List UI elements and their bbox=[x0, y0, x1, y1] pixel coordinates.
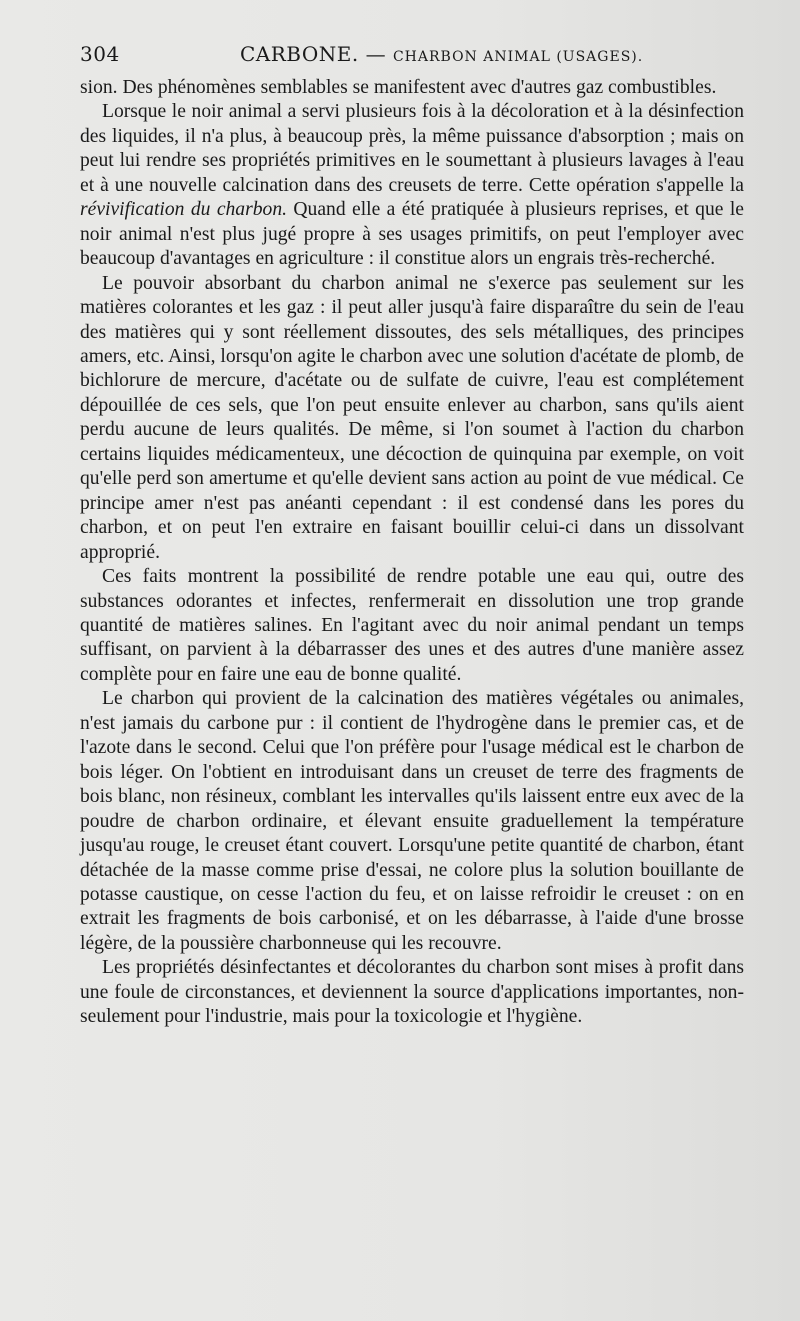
paragraph-6: Les propriétés désinfectantes et décolorantes du charbon sont mises à profit dans une foule de circonstances, et deviennent la source d'applications importantes, non-seulement pour l'industrie, mais pour la toxicologie et l'hygiène. bbox=[80, 957, 744, 1028]
paragraph-4: Ces faits montrent la possibilité de rendre potable une eau qui, outre des substances odorantes et infectes, renfermerait en dissolution une trop grande quantité de matières salines. En l'agitant avec du noir animal pendant un temps suffisant, on parvient à la débarrasser des unes et des autres d'une manière assez complète pour en faire une eau de bonne qualité. bbox=[80, 566, 744, 685]
running-header bbox=[80, 42, 740, 72]
italic-term: révivification du charbon. bbox=[80, 199, 288, 221]
paragraph-2: Lorsque le noir animal a servi plusieurs fois à la décoloration et à la désinfection des liquides, il n'a plus, à beaucoup près, la même puissance d'absorption ; mais on peut lui rendre ses propriétés primitives en le soumettant à plusieurs lavages à l'eau et à une nouvelle calcination dans des creusets de terre. Cette opération s'appelle la révivification du charbon. Quand elle a été pratiquée à plusieurs reprises, et que le noir animal n'est plus jugé propre à ses usages primitifs, on peut l'employer avec beaucoup d'avantages en agriculture : il constitue alors un engrais très-recherché. bbox=[80, 101, 744, 270]
paragraph-3: Le pouvoir absorbant du charbon animal ne s'exerce pas seulement sur les matières colorantes et les gaz : il peut aller jusqu'à faire disparaître du sein de l'eau des matières qui y sont réellement dissoutes, des sels métalliques, des principes amers, etc. Ainsi, lorsqu'on agite le charbon avec une solution d'acétate de plomb, de bichlorure de mercure, d'acétate ou de sulfate de cuivre, l'eau est complétement dépouillée de ces sels, que l'on peut ensuite enlever au charbon, sans qu'ils aient perdu aucune de leurs qualités. De même, si l'on soumet à l'action du charbon certains liquides médicamenteux, une décoction de quinquina par exemple, on voit qu'elle perd son amertume et qu'elle devient sans action au point de vue médical. Ce principe amer n'est pas anéanti cependant : il est condensé dans les pores du charbon, et on peut l'en extraire en faisant bouillir celui-ci dans un dissolvant approprié. bbox=[80, 272, 744, 563]
body-text bbox=[80, 76, 744, 1030]
paragraph-5: Le charbon qui provient de la calcination des matières végétales ou animales, n'est jamais du carbone pur : il contient de l'hydrogène dans le premier cas, et de l'azote dans le second. Celui que l'on préfère pour l'usage médical est le charbon de bois léger. On l'obtient en introduisant dans un creuset de terre des fragments de bois blanc, non résineux, comblant les intervalles qu'ils laissent entre eux avec de la poudre de charbon ordinaire, et élevant ensuite graduellement la température jusqu'au rouge, le creuset étant couvert. Lorsqu'une petite quantité de charbon, étant détachée de la masse comme prise d'essai, ne colore plus la solution bouillante de potasse caustique, on cesse l'action du feu, et on laisse refroidir le creuset : on en extrait les fragments de bois carbonisé, et on les débarrasse, à l'aide d'une brosse légère, de la poussière charbonneuse qui les recouvre. bbox=[80, 688, 744, 954]
paragraph-1: sion. Des phénomènes semblables se manifestent avec d'autres gaz combustibles. bbox=[80, 77, 717, 98]
page-number: 304 bbox=[80, 42, 120, 66]
running-title-sub: CHARBON ANIMAL (USAGES). bbox=[392, 49, 644, 65]
running-title-main: CARBONE. — bbox=[240, 42, 387, 66]
running-title bbox=[240, 42, 643, 66]
